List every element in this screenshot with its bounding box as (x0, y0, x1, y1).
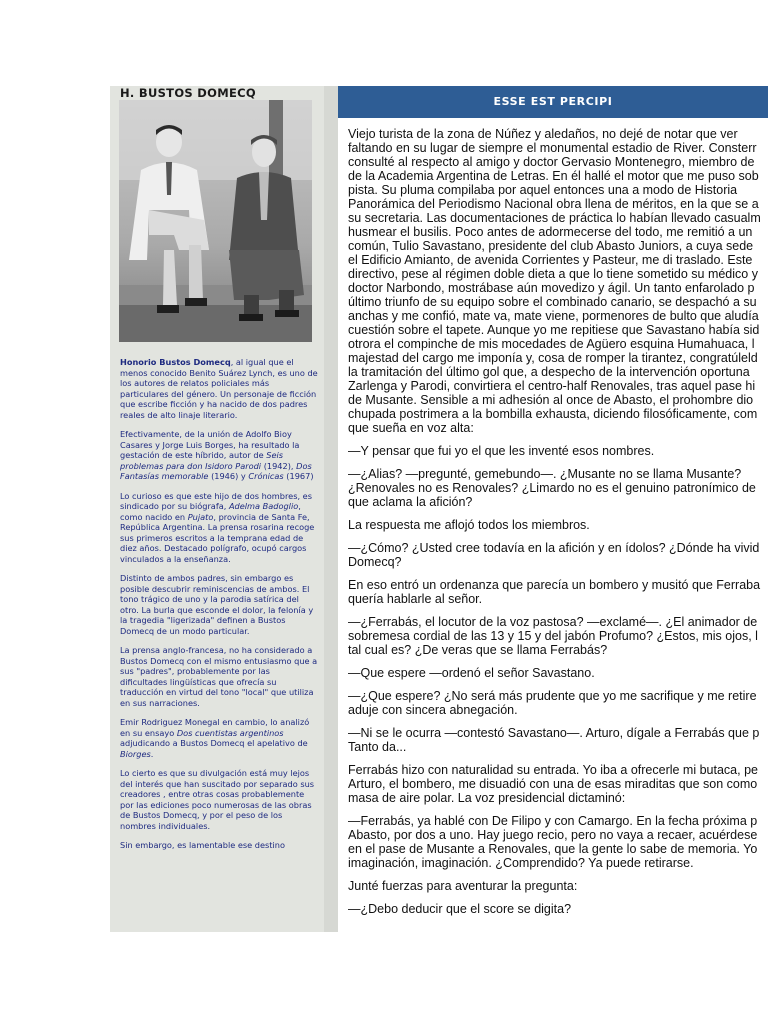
story-line: anchas y me confió, mate va, mate viene, pormenores de bulto que aludía (348, 309, 759, 323)
bio-text-run: Biorges (120, 748, 151, 759)
bio-text-run: Seis problemas para don Isidoro Parodi (120, 450, 284, 471)
story-line: que sueña en voz alta: (348, 421, 474, 435)
story-line: último triunfo de su equipo sobre el combinado canario, se despachó a su (348, 295, 757, 309)
story-line: sobremesa cordial de las 13 y 15 y del jabón Profumo? ¿Estos, mis ojos, l (348, 629, 758, 643)
story-line: Abasto, por dos a uno. Hay juego recio, pero no vaya a recaer, acuérdese (348, 828, 758, 842)
story-line: directivo, pese al régimen doble dieta a que lo tiene sometido su médico y (348, 267, 758, 281)
bio-text-run: Lo cierto es que su divulgación está muy lejos del interés que han suscitado por separado sus creadores , entre otras cosas probablemente por las ediciones poco numerosas de las obras de Bustos Domecq, y por el peso de los nombres individuales. (120, 768, 315, 831)
story-paragraph (348, 814, 768, 870)
bio-text-run: (1946) y (208, 471, 249, 481)
story-line: —Ferrabás, ya hablé con De Filipo y con Camargo. En la fecha próxima p (348, 814, 758, 828)
story-line: la tramitación del último gol que, a despecho de la intervención oportuna (348, 365, 750, 379)
story-line: consulté al respecto al amigo y doctor Gervasio Montenegro, miembro de (348, 155, 755, 169)
bio-paragraph (120, 429, 318, 482)
author-biography (120, 357, 318, 860)
story-line: —¿Que espere? ¿No será más prudente que yo me sacrifique y me retire (348, 689, 757, 703)
bio-text-run: Honorio Bustos Domecq (120, 357, 231, 367)
author-heading: H. BUSTOS DOMECQ (120, 86, 256, 100)
story-line: husmear el busilis. Poco antes de adormecerse del todo, me remitió a un (348, 225, 753, 239)
bio-paragraph (120, 645, 318, 708)
story-line: pista. Su pluma compilaba por aquel entonces una a modo de Historia (348, 183, 738, 197)
story-line: su secretaria. Las documentaciones de práctica lo habían llevado casualm (348, 211, 761, 225)
story-paragraph (348, 615, 768, 657)
story-line: doctor Narbondo, mostrábase aún movedizo y ágil. Un tanto enfarolado p (348, 281, 755, 295)
story-line: Zarlenga y Parodi, convirtiera el centro-half Renovales, tras aquel pase hi (348, 379, 756, 393)
story-line: otrora el compinche de mis mocedades de Agüero esquina Humahuaca, l (348, 337, 755, 351)
story-line: Junté fuerzas para aventurar la pregunta: (348, 879, 578, 893)
bio-paragraph (120, 491, 318, 565)
story-line: quería hablarle al señor. (348, 592, 483, 606)
bio-text-run: Efectivamente, de la unión de Adolfo Bioy Casares y Jorge Luis Borges, ha resultado la gestación de este híbrido, autor de (120, 429, 300, 460)
story-line: —Y pensar que fui yo el que les inventé esos nombres. (348, 444, 655, 458)
story-paragraph (348, 879, 768, 893)
story-line: común, Tulio Savastano, presidente del club Abasto Juniors, a cuya sede (348, 239, 754, 253)
story-line: cuestión sobre el tapete. Aunque yo me repitiese que Savastano había sid (348, 323, 760, 337)
bio-text-run: Crónicas (248, 471, 284, 481)
story-line: de la Academia Argentina de Letras. En él hallé el motor que me puso sob (348, 169, 759, 183)
bio-text-run: Pujato (187, 511, 214, 522)
bio-text-run: , provincia de Santa Fe, República Argentina. La prensa rosarina recoge sus primeros escritos a la temprana edad de diez años. Destacado polígrafo, ocupó cargos vinculados a la enseñanza. (120, 511, 315, 564)
story-line: En eso entró un ordenanza que parecía un bombero y musitó que Ferraba (348, 578, 761, 592)
story-line: Tanto da... (348, 740, 407, 754)
story-line: de Musante. Sensible a mi adhesión al once de Abasto, el prohombre dio (348, 393, 754, 407)
bio-text-run: . (150, 748, 154, 759)
story-title: ESSE EST PERCIPI (493, 95, 613, 108)
bio-text-run: (1942), (261, 460, 297, 471)
story-line: Ferrabás hizo con naturalidad su entrada. Yo iba a ofrecerle mi butaca, pe (348, 763, 758, 777)
bio-text-run: Dos cuentistas argentinos (176, 727, 284, 738)
story-line: La respuesta me aflojó todos los miembros. (348, 518, 590, 532)
story-paragraph (348, 578, 768, 606)
bio-text-run: adjudicando a Bustos Domecq el apelativo de (120, 738, 308, 748)
bio-text-run: Sin embargo, es lamentable ese destino (120, 840, 285, 850)
story-line: masa de aire polar. La voz presidencial dictaminó: (348, 791, 626, 805)
story-line: en el pase de Musante a Renovales, que la gente lo sabe de memoria. Yo (348, 842, 758, 856)
bio-text-run: Distinto de ambos padres, sin embargo es posible descubrir reminiscencias de ambos. El tono trágico de uno y la parodia satírica del otro. La burla que esconde el dolor, la felonía y la tragedia "ligerizada" definen a Bustos Domecq de un modo particular. (120, 573, 314, 636)
bio-text-run: Dos Fantasías memorable (120, 460, 312, 481)
story-line: faltando en su lugar de siempre el monumental estadio de River. Consterr (348, 141, 757, 155)
story-line: Arturo, el bombero, me disuadió con una de esas miraditas que son como (348, 777, 758, 791)
story-line: —¿Ferrabás, el locutor de la voz pastosa? —exclamé—. ¿El animador de (348, 615, 758, 629)
story-line: que aclama la afición? (348, 495, 473, 509)
bio-paragraph (120, 357, 318, 420)
story-line: aduje con sincera abnegación. (348, 703, 518, 717)
author-photo (119, 100, 312, 342)
story-paragraph (348, 541, 768, 569)
story-header-bar (338, 86, 768, 118)
story-paragraph (348, 902, 768, 916)
bio-text-run: , como nacido en (120, 501, 301, 522)
bio-paragraph (120, 717, 318, 759)
bio-text-run: Lo curioso es que este hijo de dos hombres, es sindicado por su biógrafa, (120, 490, 312, 511)
bio-text-run: La prensa anglo-francesa, no ha considerado a Bustos Domecq con el mismo entusiasmo que a sus "padres", probablemente por las dificultades lingüísticas que ofrecía su traducción en virtud del tono "local" que utiliza en sus narraciones. (120, 645, 318, 708)
story-paragraph (348, 689, 768, 717)
sidebar-divider (324, 86, 338, 932)
bio-text-run: Adelma Badoglio (228, 501, 299, 511)
story-line: ¿Renovales no es Renovales? ¿Limardo no es el genuino patronímico de (348, 481, 756, 495)
story-paragraph (348, 444, 768, 458)
story-paragraph (348, 763, 768, 805)
story-line: imaginación, imaginación. ¿Comprendido? Ya puede retirarse. (348, 856, 694, 870)
story-line: majestad del cargo me imponía y, cosa de romper la tirantez, congratúleld (348, 351, 758, 365)
bio-text-run: , al igual que el menos conocido Benito Suárez Lynch, es uno de los autores de relatos policiales más particulares del género. Un personaje de ficción que escribe ficción y ha nacido de dos padres reales de alto linaje literario. (120, 357, 318, 420)
author-sidebar (110, 86, 324, 932)
story-line: —¿Cómo? ¿Usted cree todavía en la afición y en ídolos? ¿Dónde ha vivid (348, 541, 760, 555)
story-line: —¿Alias? —pregunté, gemebundo—. ¿Musante no se llama Musante? (348, 467, 742, 481)
bio-paragraph (120, 840, 318, 851)
bio-paragraph (120, 768, 318, 831)
story-paragraph (348, 666, 768, 680)
bio-text-run: Emir Rodriguez Monegal en cambio, lo analizó en su ensayo (120, 717, 310, 738)
story-line: —¿Debo deducir que el score se digita? (348, 902, 572, 916)
bio-text-run: (1967) (283, 471, 314, 481)
story-line: —Ni se le ocurra —contestó Savastano—. Arturo, dígale a Ferrabás que p (348, 726, 760, 740)
story-line: el Edificio Amianto, de avenida Corrientes y Pasteur, me di traslado. Este (348, 253, 753, 267)
story-paragraph (348, 726, 768, 754)
story-paragraph (348, 127, 768, 435)
story-paragraph (348, 518, 768, 532)
story-line: tal cual es? ¿De veras que se llama Ferrabás? (348, 643, 608, 657)
story-body (348, 127, 768, 927)
story-line: Panorámica del Periodismo Nacional obra llena de méritos, en la que se a (348, 197, 759, 211)
story-paragraph (348, 467, 768, 509)
story-line: Viejo turista de la zona de Núñez y aledaños, no dejé de notar que ver (348, 127, 738, 141)
bio-paragraph (120, 573, 318, 636)
story-line: Domecq? (348, 555, 402, 569)
story-line: —Que espere —ordenó el señor Savastano. (348, 666, 595, 680)
story-line: chupada postrimera a la bombilla exhausta, diciendo filosóficamente, com (348, 407, 758, 421)
